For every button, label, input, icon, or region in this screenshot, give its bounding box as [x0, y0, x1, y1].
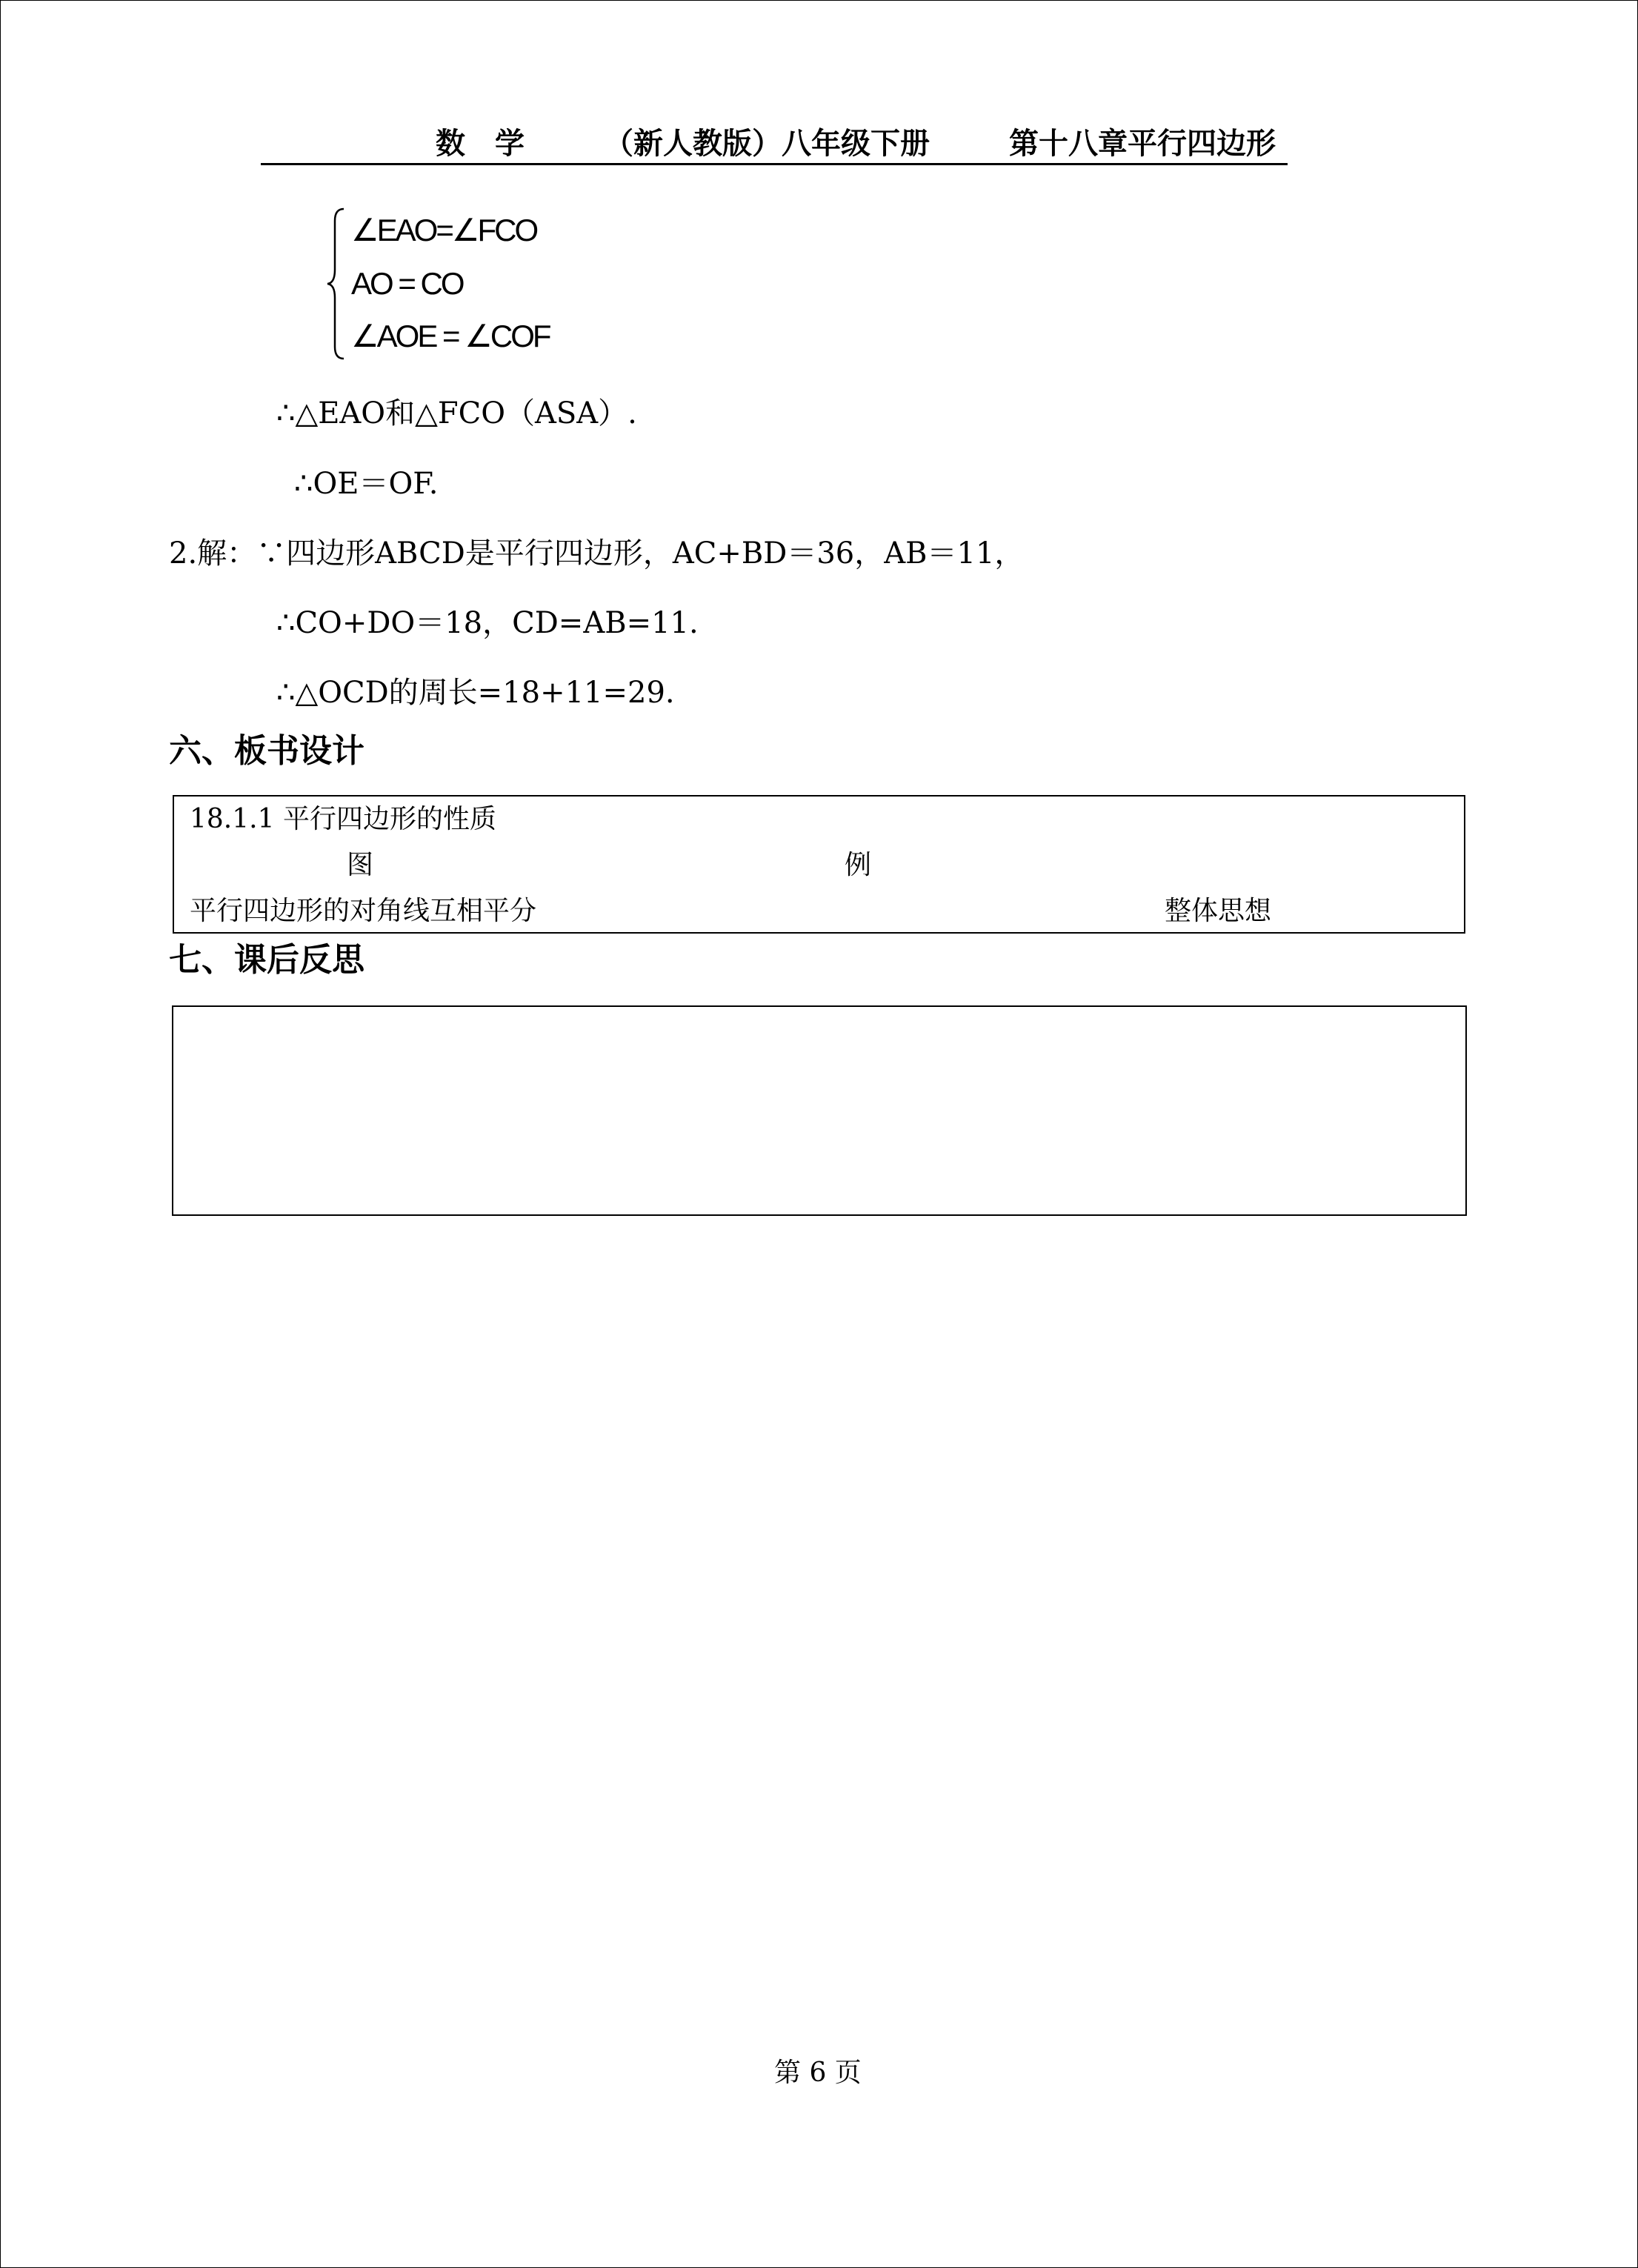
proof-result: ∴OE＝OF.	[294, 467, 439, 501]
page-number: 第 6 页	[774, 2058, 862, 2088]
board-property: 平行四边形的对角线互相平分	[190, 896, 537, 926]
board-idea: 整体思想	[1165, 896, 1272, 926]
board-figure-label: 图	[347, 850, 374, 880]
proof-condition-angle-eao: ∠EAO=∠FCO	[351, 213, 537, 247]
board-example-label: 例	[845, 850, 872, 880]
problem2-step: ∴CO+DO＝18，CD=AB=11.	[276, 606, 699, 640]
problem2-answer: ∴△OCD的周长=18+11=29.	[276, 676, 675, 710]
reflection-box	[172, 1005, 1467, 1216]
proof-condition-ao-co: AO = CO	[351, 266, 463, 301]
problem2-given: 2.解：∵四边形ABCD是平行四边形，AC+BD＝36，AB＝11，	[169, 536, 1025, 571]
proof-congruence: ∴△EAO和△FCO（ASA）.	[276, 396, 637, 430]
board-design-title: 六、板书设计	[169, 732, 364, 770]
header-edition: （新人教版）八年级下册	[604, 127, 930, 161]
left-brace-icon	[326, 206, 348, 362]
header-rule	[261, 163, 1288, 165]
proof-condition-angle-aoe: ∠AOE = ∠COF	[351, 319, 550, 353]
header-subject: 数 学	[436, 127, 525, 161]
board-heading: 18.1.1 平行四边形的性质	[190, 804, 496, 834]
reflection-title: 七、课后反思	[169, 941, 364, 979]
header-chapter: 第十八章平行四边形	[1009, 127, 1276, 161]
